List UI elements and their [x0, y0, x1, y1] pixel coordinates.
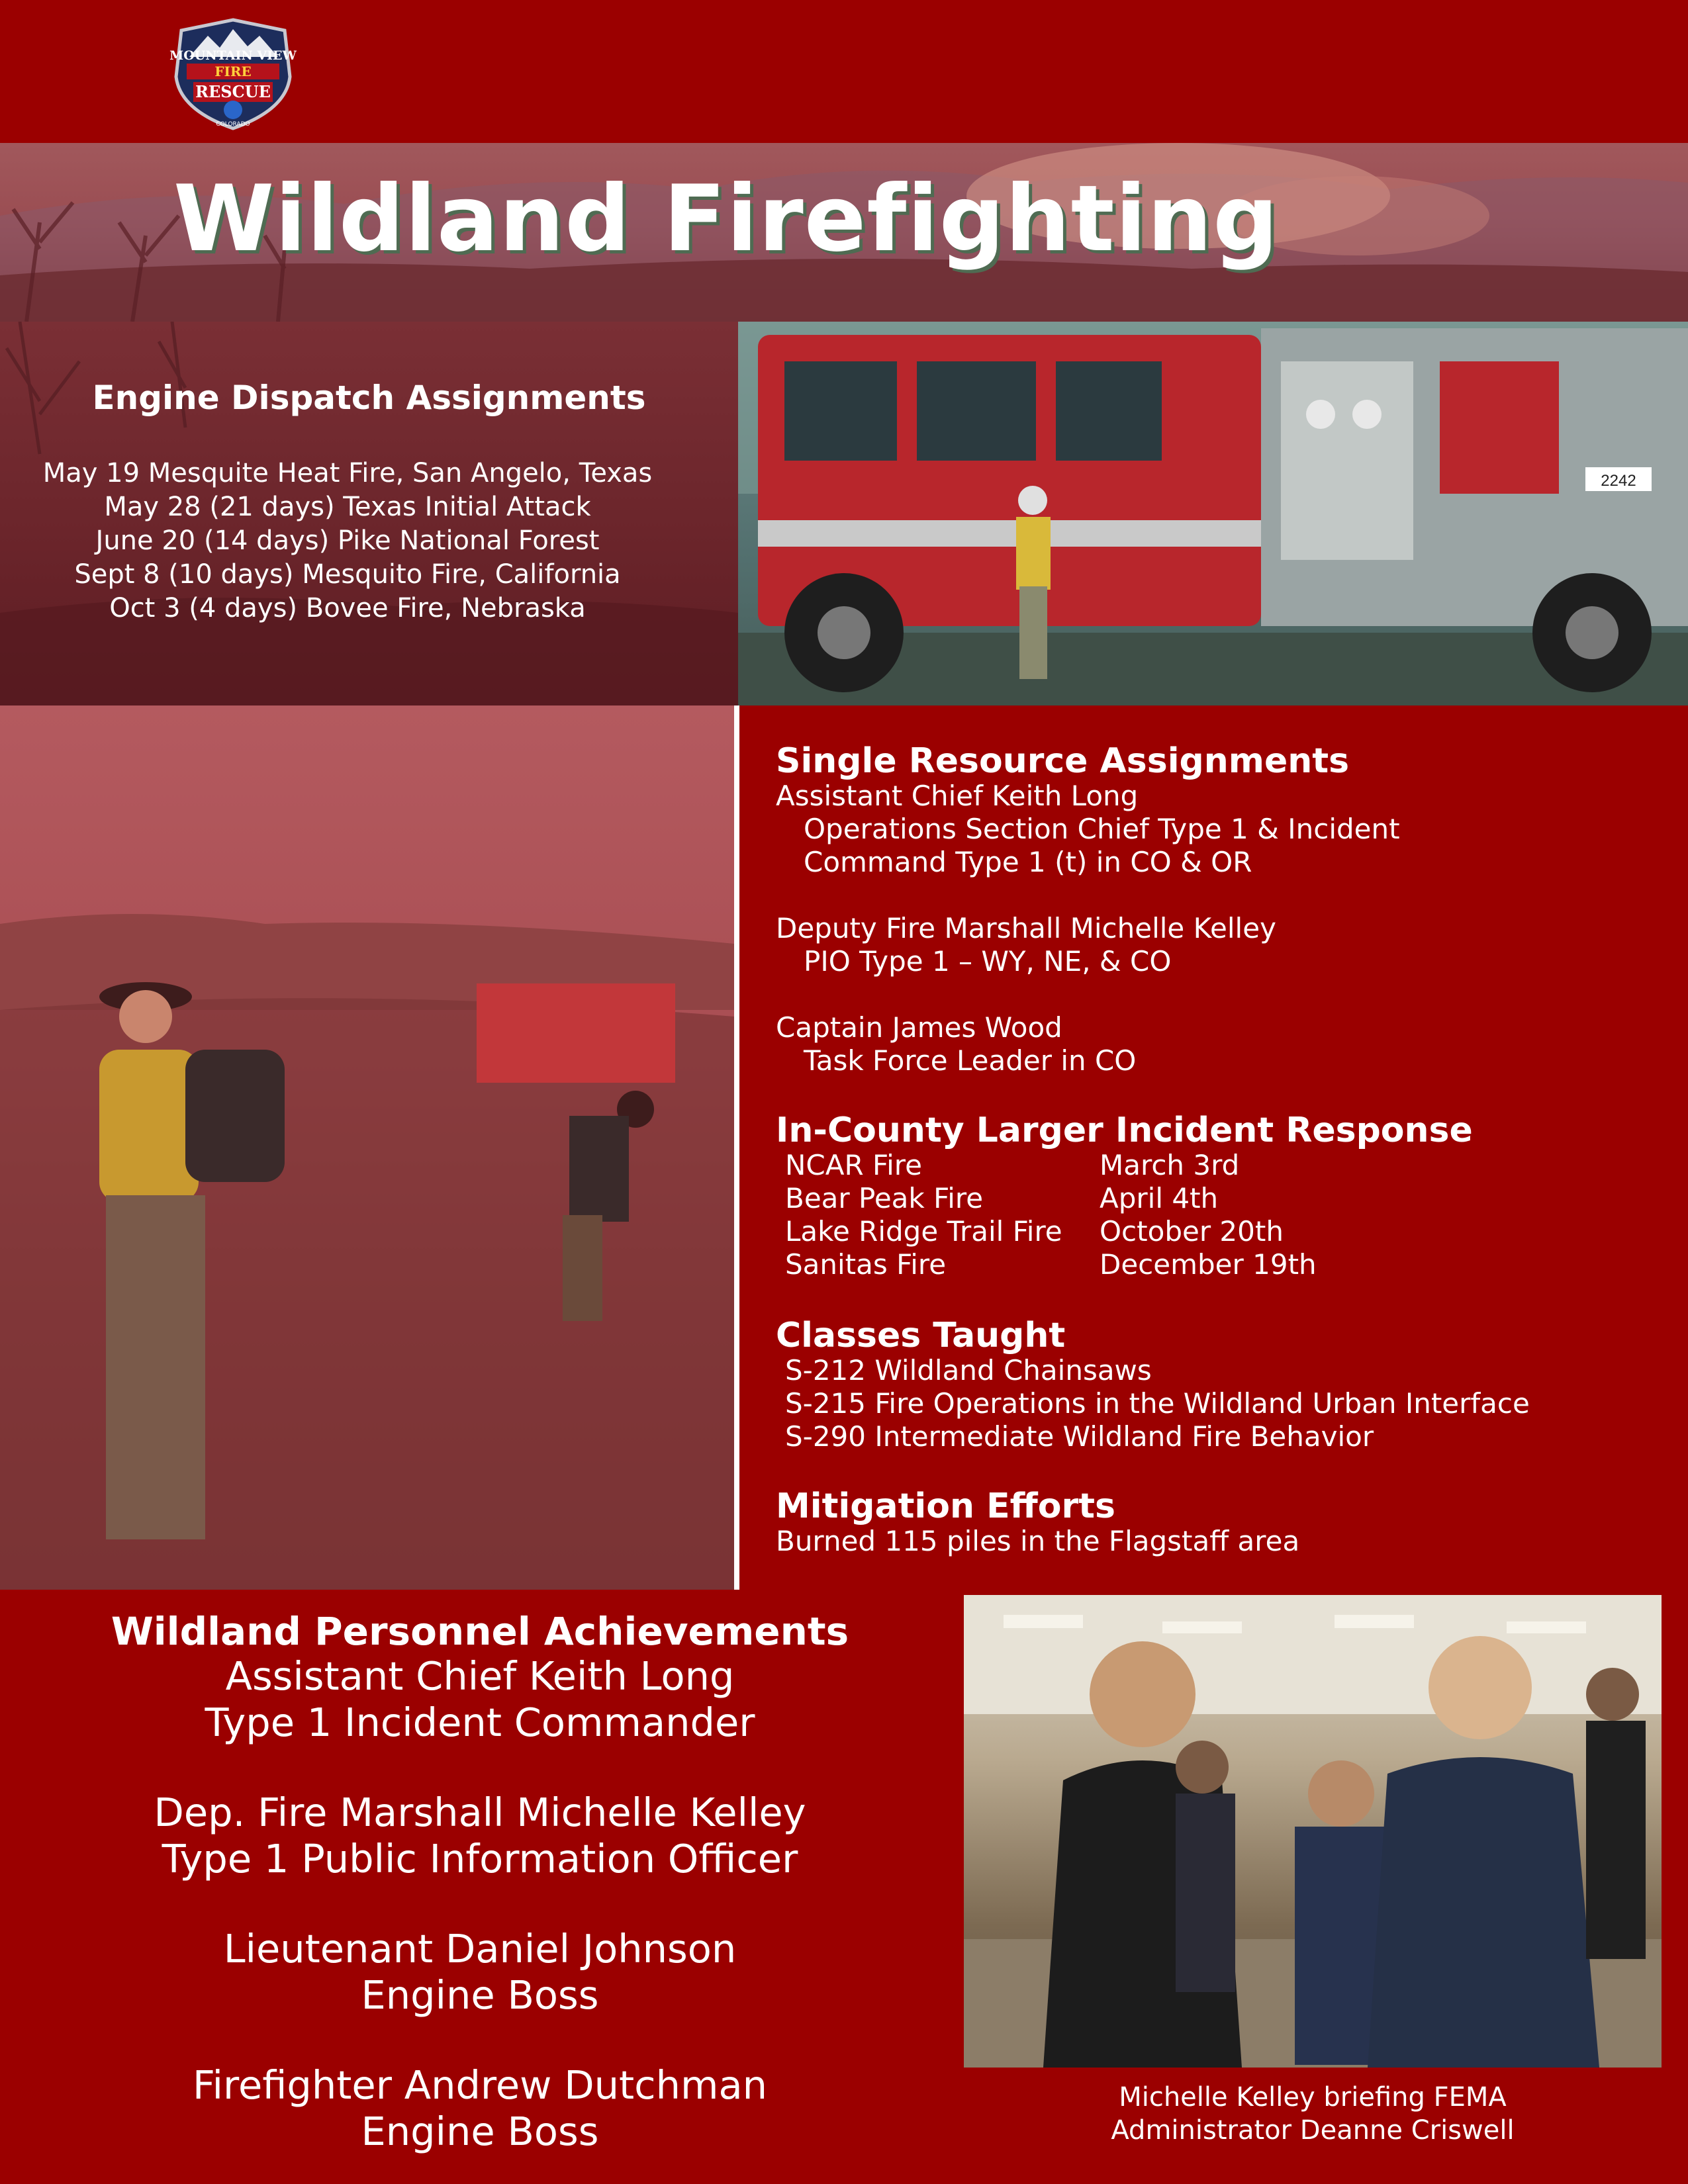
page-title: Wildland Firefighting: [173, 165, 1279, 272]
list-item: S-290 Intermediate Wildland Fire Behavior: [785, 1420, 1374, 1453]
list-item: [66, 2062, 894, 2155]
list-item: Oct 3 (4 days) Bovee Fire, Nebraska: [109, 593, 586, 623]
list-item: [66, 1790, 894, 1882]
single-resource-section: [776, 743, 1663, 1077]
wildland-crew-photo: [0, 705, 734, 1590]
incident-name: Bear Peak Fire: [785, 1182, 984, 1214]
column-divider: [734, 705, 739, 1590]
person-role: PIO Type 1 – WY, NE, & CO: [804, 945, 1172, 978]
person-role: Operations Section Chief Type 1 & Incident: [804, 813, 1400, 845]
list-item: May 19 Mesquite Heat Fire, San Angelo, Texas: [42, 458, 653, 488]
incident-name: Lake Ridge Trail Fire: [785, 1215, 1062, 1248]
fire-engine-photo: [738, 322, 1688, 705]
list-item: S-215 Fire Operations in the Wildland Urban Interface: [785, 1387, 1530, 1420]
incident-date: March 3rd: [1100, 1149, 1240, 1181]
incident-name: Sanitas Fire: [785, 1248, 947, 1281]
single-resource-heading: Single Resource Assignments: [776, 741, 1350, 781]
achiever-name: Lieutenant Daniel Johnson: [223, 1926, 737, 1972]
incident-table: [776, 1149, 1663, 1281]
table-row: [776, 1149, 1663, 1182]
achiever-name: Firefighter Andrew Dutchman: [192, 2062, 768, 2108]
caption-line: Administrator Deanne Criswell: [1111, 2115, 1515, 2146]
list-item: S-212 Wildland Chainsaws: [785, 1354, 1152, 1387]
achiever-title: Type 1 Incident Commander: [205, 1700, 755, 1745]
logo-line1: MOUNTAIN VIEW: [169, 48, 297, 63]
classes-heading: Classes Taught: [776, 1316, 1066, 1355]
logo-line4: COLORADO: [216, 121, 250, 128]
achiever-title: Type 1 Public Information Officer: [162, 1836, 798, 1882]
list-item: Sept 8 (10 days) Mesquito Fire, California: [74, 559, 621, 590]
mitigation-text: Burned 115 piles in the Flagstaff area: [776, 1525, 1300, 1557]
fire-rescue-badge-icon: [167, 16, 299, 132]
person-role: Task Force Leader in CO: [804, 1044, 1137, 1077]
list-item: June 20 (14 days) Pike National Forest: [95, 525, 600, 556]
logo-line2: FIRE: [214, 64, 252, 79]
fema-briefing-photo: [964, 1595, 1662, 2068]
achievements-heading: Wildland Personnel Achievements: [111, 1609, 849, 1654]
mitigation-section: [776, 1488, 1663, 1558]
achiever-name: Dep. Fire Marshall Michelle Kelley: [154, 1790, 806, 1835]
achievements-section: [66, 1610, 894, 2155]
caption-line: Michelle Kelley briefing FEMA: [1119, 2082, 1507, 2113]
list-item: [66, 1926, 894, 2019]
photo-caption: [964, 2081, 1662, 2147]
dispatch-heading: Engine Dispatch Assignments: [92, 379, 646, 417]
classes-section: [776, 1317, 1663, 1453]
person-name: Deputy Fire Marshall Michelle Kelley: [776, 912, 1276, 944]
incident-name: NCAR Fire: [785, 1149, 922, 1181]
incident-date: December 19th: [1100, 1248, 1317, 1281]
list-item: [66, 1653, 894, 1746]
dispatch-list: [0, 457, 695, 625]
table-row: [776, 1182, 1663, 1215]
achiever-name: Assistant Chief Keith Long: [225, 1653, 735, 1699]
list-item: May 28 (21 days) Texas Initial Attack: [104, 492, 591, 522]
person-role: Command Type 1 (t) in CO & OR: [804, 846, 1252, 878]
mitigation-heading: Mitigation Efforts: [776, 1486, 1115, 1526]
achiever-title: Engine Boss: [361, 2109, 599, 2154]
logo-line3: RESCUE: [195, 82, 271, 101]
incident-date: October 20th: [1100, 1215, 1284, 1248]
in-county-section: [776, 1112, 1663, 1281]
achiever-title: Engine Boss: [361, 1972, 599, 2018]
table-row: [776, 1248, 1663, 1281]
in-county-heading: In-County Larger Incident Response: [776, 1111, 1473, 1150]
person-name: Captain James Wood: [776, 1011, 1062, 1044]
unit-number: 2242: [1601, 472, 1636, 490]
person-name: Assistant Chief Keith Long: [776, 780, 1139, 812]
table-row: [776, 1215, 1663, 1248]
incident-date: April 4th: [1100, 1182, 1219, 1214]
